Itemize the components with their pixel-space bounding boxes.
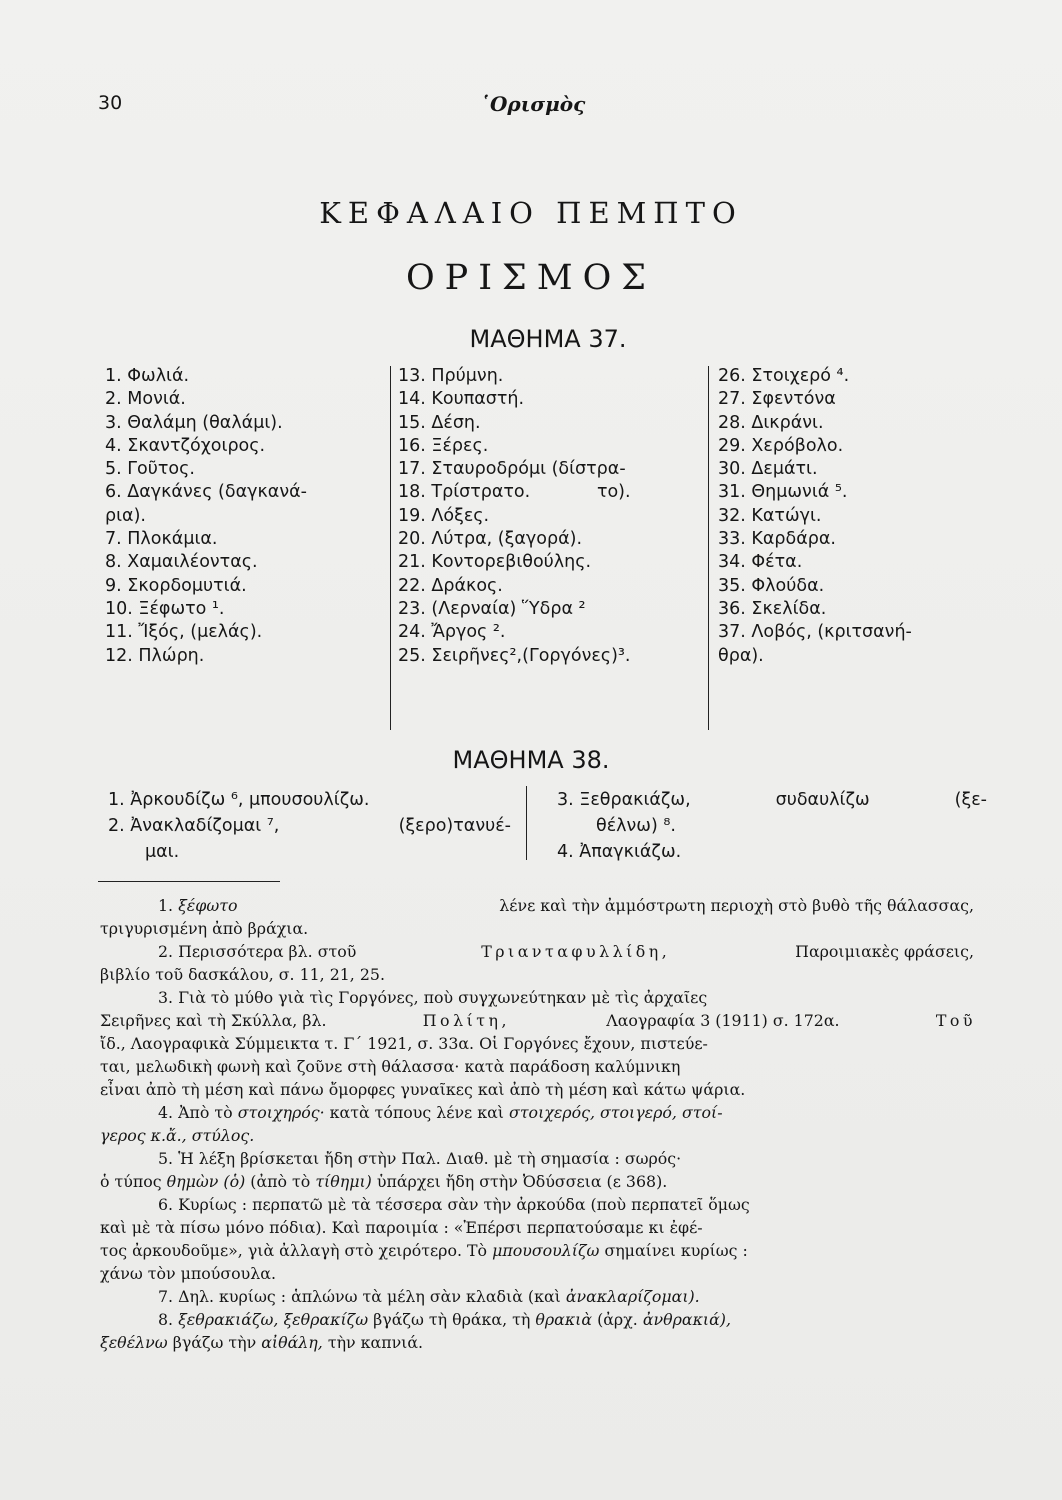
list-item: 20. Λύτρα, (ξαγορά).: [398, 529, 583, 550]
lesson-38-item: [557, 789, 987, 812]
list-item: 31. Θημωνιά ⁵.: [718, 482, 848, 503]
lesson-38-item: θέλνω) ⁸.: [596, 816, 676, 836]
footnote-text: λένε καὶ τὴν ἀμμόστρωτη περιοχὴ στὸ βυθὸ τῆς θάλασσας,: [499, 896, 974, 915]
author-name: Πολίτη,: [422, 1011, 510, 1030]
author-name: Τριανταφυλλίδη,: [481, 942, 671, 961]
footnote-term: ἀνακλαρίζομαι).: [565, 1287, 700, 1306]
list-item: 23. (Λερναία) Ὕδρα ²: [398, 598, 586, 619]
list-item: 12. Πλώρη.: [105, 645, 205, 666]
footnote-1-cont: τριγυρισμένη ἀπὸ βράχια.: [100, 919, 309, 938]
footnote-4: [158, 1102, 723, 1125]
footnote-2: [158, 941, 974, 964]
footnote-3-line: ἴδ., Λαογραφικὰ Σύμμεικτα τ. Γ΄ 1921, σ. 33α. Οἱ Γοργόνες ἔχουν, πιστεύε-: [100, 1034, 708, 1053]
text-fragment: συδαυλίζω: [775, 790, 870, 810]
list-item: 9. Σκορδομυτιά.: [105, 575, 247, 596]
lesson-38-item: 4. Ἀπαγκιάζω.: [557, 842, 682, 862]
list-item: 11. Ἴξός, (μελάς).: [105, 622, 263, 643]
footnote-text: βγάζω τὴν: [172, 1333, 257, 1352]
page-number: 30: [98, 92, 123, 114]
footnote-1: [158, 895, 974, 918]
footnote-term: αἰθάλη,: [261, 1333, 323, 1352]
lesson-38-item: [108, 815, 511, 838]
list-item: 8. Χαμαιλέοντας.: [105, 552, 258, 573]
footnote-6-line: καὶ μὲ τὰ πίσω μόνο πόδια). Καὶ παροιμία : «Ἐπέρσι περπατούσαμε κι ἐφέ-: [100, 1218, 703, 1237]
list-item: 34. Φέτα.: [718, 552, 803, 573]
text-fragment: (ξε-: [954, 790, 987, 810]
footnote-3-line: [100, 1010, 976, 1033]
list-item: 37. Λοβός, (κριτσανή-: [718, 622, 912, 643]
footnote-8-line: [100, 1332, 423, 1355]
chapter-title: ΟΡΙΣΜΟΣ: [405, 258, 657, 298]
footnote-text: κατὰ τόπους λένε καὶ: [329, 1103, 504, 1122]
footnote-term: τίθημι): [315, 1172, 372, 1191]
column-divider: [708, 366, 709, 730]
list-item: 24. Ἄργος ².: [398, 622, 506, 643]
footnote-text: Παροιμιακὲς φράσεις,: [795, 942, 974, 961]
footnote-3-line: ται, μελωδικὴ φωνὴ καὶ ζοῦνε στὴ θάλασσα· κατὰ παράδοση καλύμνικη: [100, 1057, 681, 1076]
list-item: 4. Σκαντζόχοιρος.: [105, 435, 266, 456]
list-item: 15. Δέση.: [398, 412, 481, 433]
list-item: 13. Πρύμνη.: [398, 366, 504, 386]
text-fragment: 3. Ξεθρακιάζω,: [557, 790, 691, 810]
list-item: 27. Σφεντόνα: [718, 389, 836, 410]
list-item: 30. Δεμάτι.: [718, 459, 818, 480]
footnote-term: ἀνθρακιά),: [642, 1310, 731, 1329]
footnote-term: στοιχερός, στοιγερό, στοί-: [509, 1103, 723, 1122]
footnote-2-cont: βιβλίο τοῦ δασκάλου, σ. 11, 21, 25.: [100, 965, 385, 984]
footnote-text: Λαογραφία 3 (1911) σ. 172α.: [606, 1011, 840, 1030]
lesson-38-item: 1. Ἀρκουδίζω ⁶, μπουσουλίζω.: [108, 790, 370, 810]
list-item: 35. Φλούδα.: [718, 575, 825, 596]
footnote-term: ξεθέλνω: [100, 1333, 168, 1352]
footnote-6: 6. Κυρίως : περπατῶ μὲ τὰ τέσσερα σὰν τὴν ἀρκούδα (ποὺ περπατεῖ ὅμως: [158, 1195, 750, 1214]
running-header: [0, 92, 1062, 122]
footnote-text: (ἀρχ.: [597, 1310, 638, 1329]
list-item: 7. Πλοκάμια.: [105, 529, 218, 550]
footnote-4-cont: γερος κ.ἄ., στύλος.: [100, 1126, 255, 1145]
list-item: 3. Θαλάμη (θαλάμι).: [105, 412, 283, 433]
footnote-text: 7. Δηλ. κυρίως : ἁπλώνω τὰ μέλη σὰν κλαδιὰ (καὶ: [158, 1287, 561, 1306]
lesson-38-item: μαι.: [145, 842, 180, 862]
footnote-5: 5. Ἡ λέξη βρίσκεται ἤδη στὴν Παλ. Διαθ. μὲ τὴ σημασία : σωρός·: [158, 1149, 682, 1168]
column-divider: [526, 786, 527, 860]
footnote-text: 4. Ἀπὸ τὸ: [158, 1103, 233, 1122]
list-item: 14. Κουπαστή.: [398, 389, 525, 410]
list-item: θρα).: [718, 645, 764, 666]
footnote-term: θημὼν (ὁ): [166, 1172, 246, 1191]
footnote-text: Τοῦ: [935, 1011, 976, 1030]
list-item: 29. Χερόβολο.: [718, 435, 844, 456]
footnote-text: τὴν καπνιά.: [327, 1333, 424, 1352]
chapter-heading: ΚΕΦΑΛΑΙΟ ΠΕΜΠΤΟ: [319, 196, 743, 230]
footnote-number: 1.: [158, 896, 174, 915]
footnote-7: [158, 1286, 700, 1309]
lesson-38-heading: ΜΑΘΗΜΑ 38.: [452, 746, 610, 774]
footnote-text: ὑπάρχει ἤδη στὴν Ὀδύσσεια (ε 368).: [376, 1172, 668, 1191]
list-item: 25. Σειρῆνες²,(Γοργόνες)³.: [398, 645, 631, 666]
list-item: 19. Λόξες.: [398, 505, 490, 526]
list-item: 10. Ξέφωτο ¹.: [105, 598, 225, 619]
list-item: 2. Μονιά.: [105, 389, 186, 410]
list-item: 6. Δαγκάνες (δαγκανά-: [105, 482, 307, 503]
footnote-term: θρακιὰ: [535, 1310, 593, 1329]
list-item: 32. Κατώγι.: [718, 505, 822, 526]
list-item: 5. Γοῦτος.: [105, 459, 195, 480]
lesson-37-heading: ΜΑΘΗΜΑ 37.: [469, 325, 627, 353]
footnote-separator: [98, 881, 280, 882]
running-title: ῾Ορισμὸς: [480, 92, 586, 116]
text-fragment: 2. Ἀνακλαδίζομαι ⁷,: [108, 816, 280, 836]
text-fragment: (ξερο)τανυέ-: [398, 816, 511, 836]
lesson-37-column-2: [398, 365, 631, 668]
footnote-6-line: χάνω τὸν μπούσουλα.: [100, 1264, 276, 1283]
footnote-term: ξεθρακιάζω, ξεθρακίζω: [178, 1310, 369, 1329]
footnote-text: (ἀπὸ τὸ: [250, 1172, 311, 1191]
footnote-text: σημαίνει κυρίως :: [604, 1241, 748, 1260]
lesson-37-column-1: [105, 365, 307, 668]
footnote-term: στοιχηρός·: [237, 1103, 325, 1122]
column-divider: [390, 366, 391, 730]
footnote-term: ξέφωτο: [178, 896, 238, 915]
list-item: ρια).: [105, 505, 146, 526]
footnote-text: τος ἀρκουδοῦμε», γιὰ ἀλλαγὴ στὸ χειρότερο. Τὸ: [100, 1241, 488, 1260]
footnote-text: Σειρῆνες καὶ τὴ Σκύλλα, βλ.: [100, 1011, 327, 1030]
list-item: 21. Κοντορεβιθούλης.: [398, 552, 592, 573]
list-item: 28. Δικράνι.: [718, 412, 824, 433]
footnote-text: βγάζω τὴ θράκα, τὴ: [373, 1310, 531, 1329]
footnote-6-line: [100, 1240, 748, 1263]
footnote-5-line: [100, 1171, 667, 1194]
lesson-37-column-3: [718, 365, 912, 668]
list-item: 36. Σκελίδα.: [718, 598, 827, 619]
list-item: 17. Σταυροδρόμι (δίστρα-: [398, 459, 626, 480]
list-item: 18. Τρίστρατο. το).: [398, 482, 631, 503]
list-item: 16. Ξέρες.: [398, 435, 489, 456]
list-item: 1. Φωλιά.: [105, 366, 190, 386]
footnote-term: μπουσουλίζω: [492, 1241, 600, 1260]
footnote-text: 8.: [158, 1310, 174, 1329]
footnote-3-line: εἶναι ἀπὸ τὴ μέση καὶ πάνω ὄμορφες γυναῖκες καὶ ἀπὸ τὴ μέση καὶ κάτω ψάρια.: [100, 1080, 746, 1099]
footnote-8: [158, 1309, 731, 1332]
list-item: 22. Δράκος.: [398, 575, 503, 596]
list-item: 33. Καρδάρα.: [718, 529, 836, 550]
footnote-text: ὁ τύπος: [100, 1172, 162, 1191]
list-item: 26. Στοιχερό ⁴.: [718, 366, 850, 386]
footnote-text: 2. Περισσότερα βλ. στοῦ: [158, 942, 357, 961]
footnote-3: 3. Γιὰ τὸ μύθο γιὰ τὶς Γοργόνες, ποὺ συγχωνεύτηκαν μὲ τὶς ἀρχαῖες: [158, 988, 708, 1007]
